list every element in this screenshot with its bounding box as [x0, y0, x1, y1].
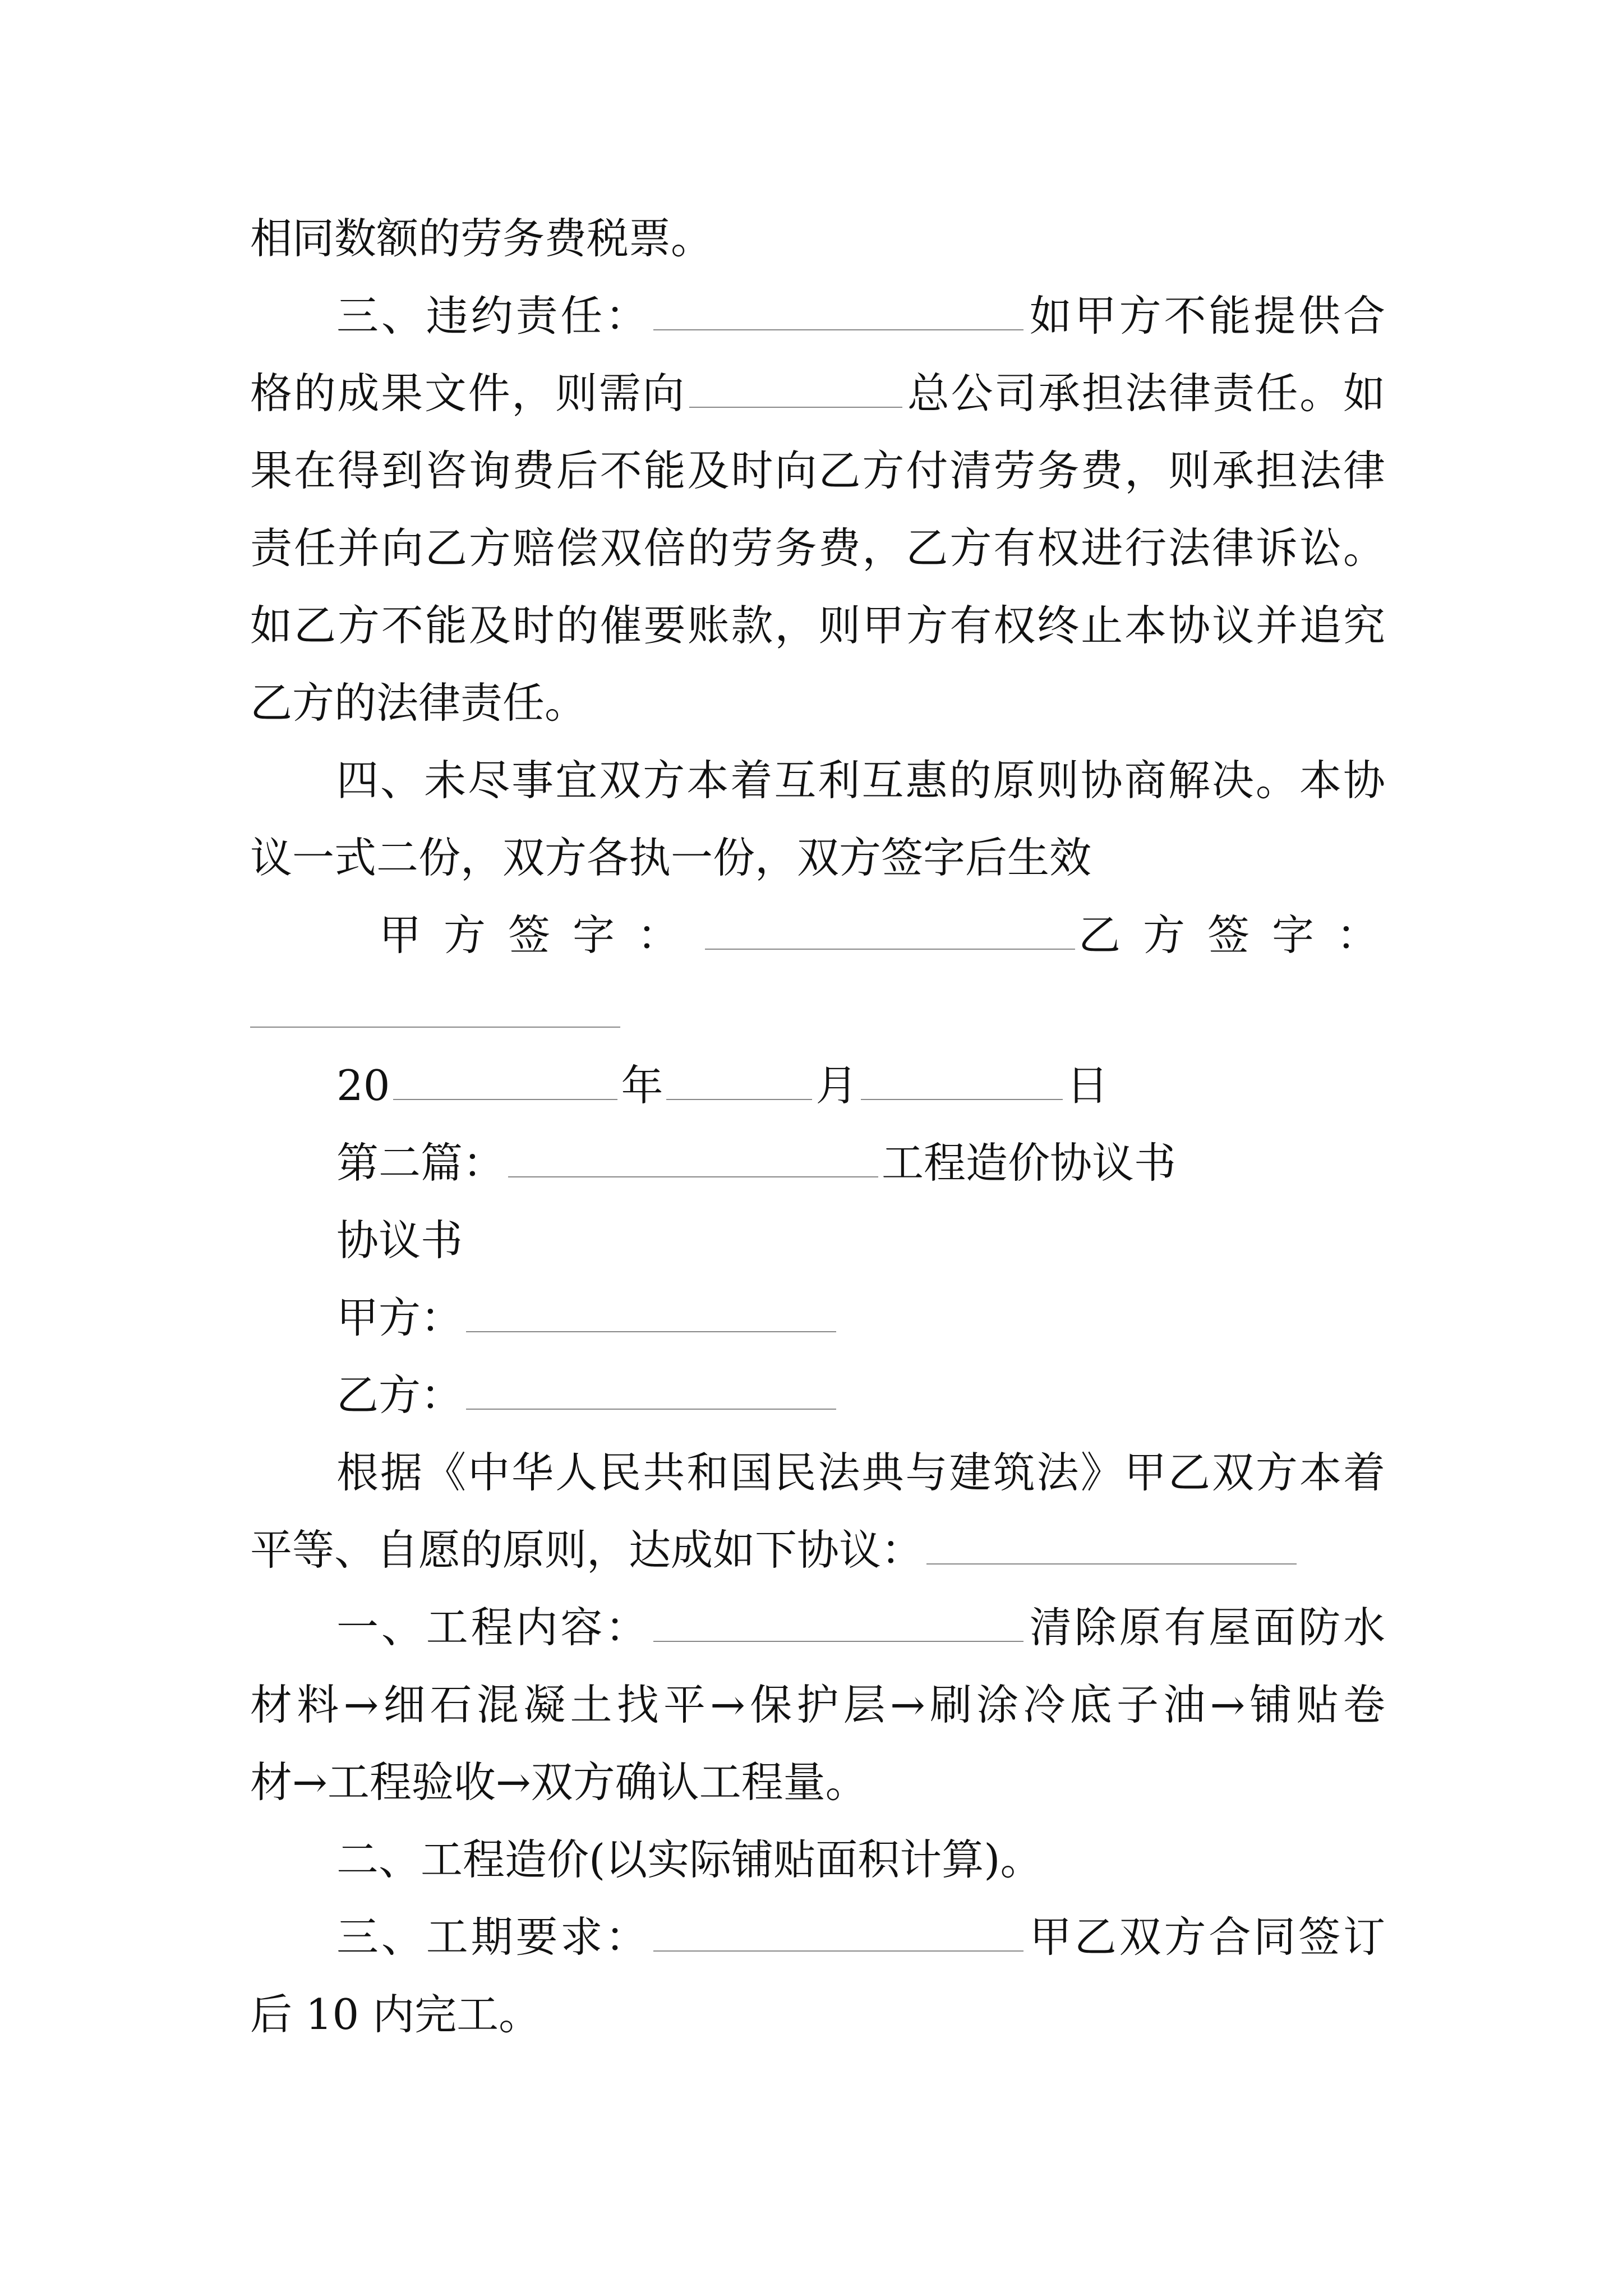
fill-blank [508, 1136, 878, 1177]
party-a-blank [466, 1291, 836, 1332]
text-line: 责任并向乙方赔偿双倍的劳务费，乙方有权进行法律诉讼。 [250, 523, 1385, 573]
day-blank [861, 1059, 1063, 1100]
text-line: 相同数额的劳务费税票。 [250, 214, 713, 263]
party-a-signature-blank [705, 908, 1075, 950]
text-line: 三、工期要求： 甲乙双方合同签订 [336, 1906, 1385, 1968]
month-blank [666, 1059, 812, 1100]
text-line: 果在得到咨询费后不能及时向乙方付清劳务费，则承担法律 [250, 446, 1385, 495]
party-b-line: 乙方： [336, 1364, 1385, 1426]
fill-blank [653, 1600, 1023, 1642]
text-line: 如乙方不能及时的催要账款，则甲方有权终止本协议并追究 [250, 601, 1385, 650]
text-line: 二、工程造价(以实际铺贴面积计算)。 [336, 1835, 1043, 1884]
text-line: 格的成果文件，则需向 总公司承担法律责任。如 [250, 362, 1385, 424]
fill-blank [926, 1523, 1297, 1565]
text-line: 四、未尽事宜双方本着互利互惠的原则协商解决。本协 [336, 756, 1385, 805]
fill-blank [689, 366, 902, 408]
party-b-signature-blank [250, 1027, 620, 1028]
text-line: 后 10 内完工。 [250, 1990, 541, 2039]
signature-line: 甲方签字： 乙方签字： [379, 904, 1385, 966]
text-line: 三、违约责任： 如甲方不能提供合 [336, 285, 1385, 347]
document-heading: 协议书 [336, 1216, 463, 1265]
text-line: 根据《中华人民共和国民法典与建筑法》甲乙双方本着 [336, 1448, 1385, 1497]
text-line: 材→工程验收→双方确认工程量。 [250, 1757, 868, 1807]
fill-blank [653, 289, 1023, 330]
text-line: 议一式二份，双方各执一份，双方签字后生效 [250, 833, 1092, 882]
text-line: 材料→细石混凝土找平→保护层→刷涂冷底子油→铺贴卷 [250, 1680, 1385, 1729]
text-line: 一、工程内容： 清除原有屋面防水 [336, 1596, 1385, 1658]
year-blank [393, 1059, 617, 1100]
text-line: 乙方的法律责任。 [250, 678, 587, 728]
section-title: 第二篇： 工程造价协议书 [336, 1132, 1385, 1194]
text-line: 平等、自愿的原则，达成如下协议： [250, 1519, 1385, 1581]
party-a-line: 甲方： [336, 1287, 1385, 1349]
date-line: 20 年 月 日 [336, 1055, 1385, 1116]
fill-blank [653, 1910, 1023, 1952]
party-b-blank [466, 1368, 836, 1410]
